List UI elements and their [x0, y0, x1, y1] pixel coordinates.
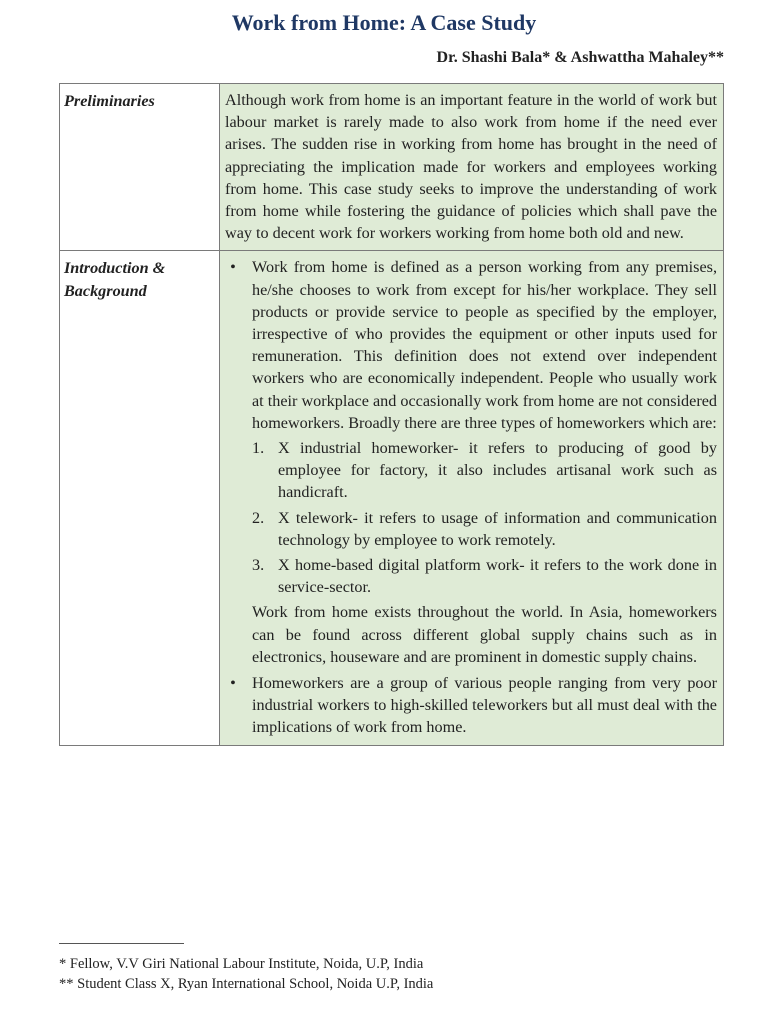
list-number: 3. [252, 556, 265, 575]
footnotes [59, 954, 433, 994]
list-item-type-3 [252, 554, 717, 598]
list-number: 1. [252, 439, 265, 458]
homeworker-types-list [252, 437, 717, 598]
list-item-type-2 [252, 507, 717, 551]
section-content-preliminaries [220, 84, 724, 251]
list-item-type-1 [252, 437, 717, 504]
bullet-item-definition [230, 256, 717, 668]
footnote-2: ** Student Class X, Ryan International School, Noida U.P, India [59, 976, 434, 992]
case-study-table [59, 83, 724, 746]
bullet-list [225, 256, 717, 738]
table-row-introduction [60, 251, 724, 745]
section-label-preliminaries: Preliminaries [60, 84, 220, 251]
bullet-icon: • [230, 258, 236, 277]
author-line: Dr. Shashi Bala* & Ashwattha Mahaley** [436, 49, 724, 66]
table-row-preliminaries [60, 84, 724, 251]
type-text: X home-based digital platform work- it refers to the work done in service-sector. [278, 556, 717, 597]
homeworkers-paragraph: Homeworkers are a group of various people ranging from very poor industrial workers to high-skilled teleworkers but all must deal with the implications of work from home. [252, 674, 717, 737]
section-label-introduction: Introduction & Background [60, 251, 220, 745]
preliminaries-paragraph: Although work from home is an important feature in the world of work but labour market is rarely made to also work from home if the need ever arises. The sudden rise in working from home has brought in the need of appreciating the implication made for workers and employees working from home. This case study seeks to improve the understanding of work from home while fostering the guidance of policies which shall pave the way to decent work for workers working from home both old and new. [225, 91, 717, 243]
type-text: X industrial homeworker- it refers to producing of good by employee for factory, it also includes artisanal work such as handicraft. [278, 439, 717, 502]
definition-paragraph: Work from home is defined as a person working from any premises, he/she chooses to work from except for his/her workplace. They sell products or provide service to people as specified by the employer, irrespective of who provides the equipment or other inputs used for remuneration. This definition does not extend over independent workers who are economically independent. People who usually work at their workplace and occasionally work from home are not considered homeworkers. Broadly there are three types of homeworkers which are: [252, 258, 717, 432]
bullet-item-homeworkers [230, 672, 717, 739]
type-text: X telework- it refers to usage of information and communication technology by employee to work remotely. [278, 508, 717, 549]
section-content-introduction [220, 251, 724, 745]
footnote-divider [59, 943, 184, 944]
footnote-1: * Fellow, V.V Giri National Labour Institute, Noida, U.P, India [59, 956, 424, 972]
document-title: Work from Home: A Case Study [231, 10, 537, 35]
bullet-icon: • [230, 674, 236, 693]
global-presence-paragraph: Work from home exists throughout the world. In Asia, homeworkers can be found across different global supply chains such as in electronics, houseware and are prominent in domestic supply chains. [252, 603, 717, 666]
list-number: 2. [252, 508, 265, 527]
